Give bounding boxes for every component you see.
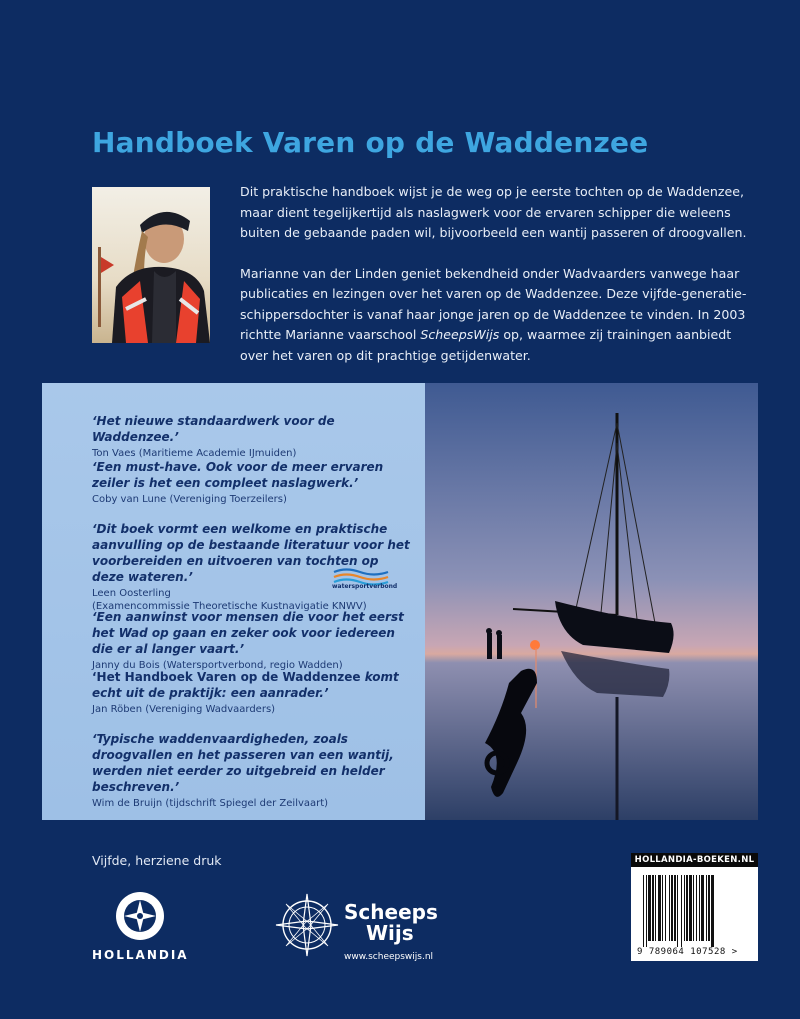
- barcode-area: [631, 867, 758, 961]
- quote-panel: [42, 383, 425, 820]
- watersportverbond-logo: watersportverbond: [330, 566, 392, 592]
- scheepswijs-name: Scheeps Wijs: [344, 900, 438, 945]
- quote-3: ‘Dit boek vormt een welkome en praktische aanvulling op de bestaande literatuur voor het voorbereiden en uitvoeren van tochten op deze wateren.’ Leen Oosterling (Examencommissie Theoretische Kustnavigatie KNWV): [92, 522, 410, 612]
- isbn-number: 9 789064 107528 >: [637, 947, 738, 957]
- barcode: [631, 853, 758, 962]
- scheepswijs-logo: [274, 890, 444, 968]
- quote-6: ‘Typische waddenvaardigheden, zoals droogvallen en het passeren van een wantij, werden niet eerder zo uitgebreid en helder beschreven.’ Wim de Bruijn (tijdschrift Spiegel der Zeilvaart): [92, 732, 394, 809]
- quote-2: ‘Een must-have. Ook voor de meer ervaren zeiler is het een compleet naslagwerk.’ Coby van Lune (Vereniging Toerzeilers): [92, 460, 384, 505]
- intro-paragraph-2: Marianne van der Linden geniet bekendheid onder Wadvaarders vanwege haar publicaties en lezingen over het varen op de Waddenzee. Deze vijfde-generatie-schippersdochter is vanaf haar jonge jaren op de Waddenzee te vinden. In 2003 richtte Marianne vaarschool ScheepsWijs op, waarmee zij trainingen aanbiedt over het varen op dit prachtige getijdenwater.: [240, 265, 747, 363]
- intro-text: [240, 182, 750, 386]
- sailboat-photo: [425, 383, 758, 820]
- quote-4: ‘Een aanwinst voor mensen die voor het eerst het Wad op gaan en zeker ook voor iedereen die er al langer vaart.’ Janny du Bois (Watersportverbond, regio Wadden): [92, 610, 404, 671]
- intro-paragraph-1: Dit praktische handboek wijst je de weg op je eerste tochten op de Waddenzee, maar dient tegelijkertijd als naslagwerk voor de ervaren schipper die weleens buiten de gebaande paden wil, bijvoorbeeld een wantij passeren of droogvallen.: [240, 184, 747, 240]
- page-title: Handboek Varen op de Waddenzee: [92, 126, 649, 159]
- edition-note: Vijfde, herziene druk: [92, 853, 222, 868]
- scheepswijs-url: www.scheepswijs.nl: [344, 952, 434, 962]
- author-portrait: [92, 187, 210, 343]
- hollandia-logo: [92, 888, 188, 968]
- quote-1: ‘Het nieuwe standaardwerk voor de Waddenzee.’ Ton Vaes (Maritieme Academie IJmuiden): [92, 414, 335, 459]
- barcode-label: HOLLANDIA-BOEKEN.NL: [631, 853, 758, 867]
- quote-5: ‘Het Handboek Varen op de Waddenzee komt echt uit de praktijk: een aanrader.’ Jan Röben (Vereniging Wadvaarders): [92, 670, 399, 715]
- hollandia-name: HOLLANDIA: [92, 948, 189, 962]
